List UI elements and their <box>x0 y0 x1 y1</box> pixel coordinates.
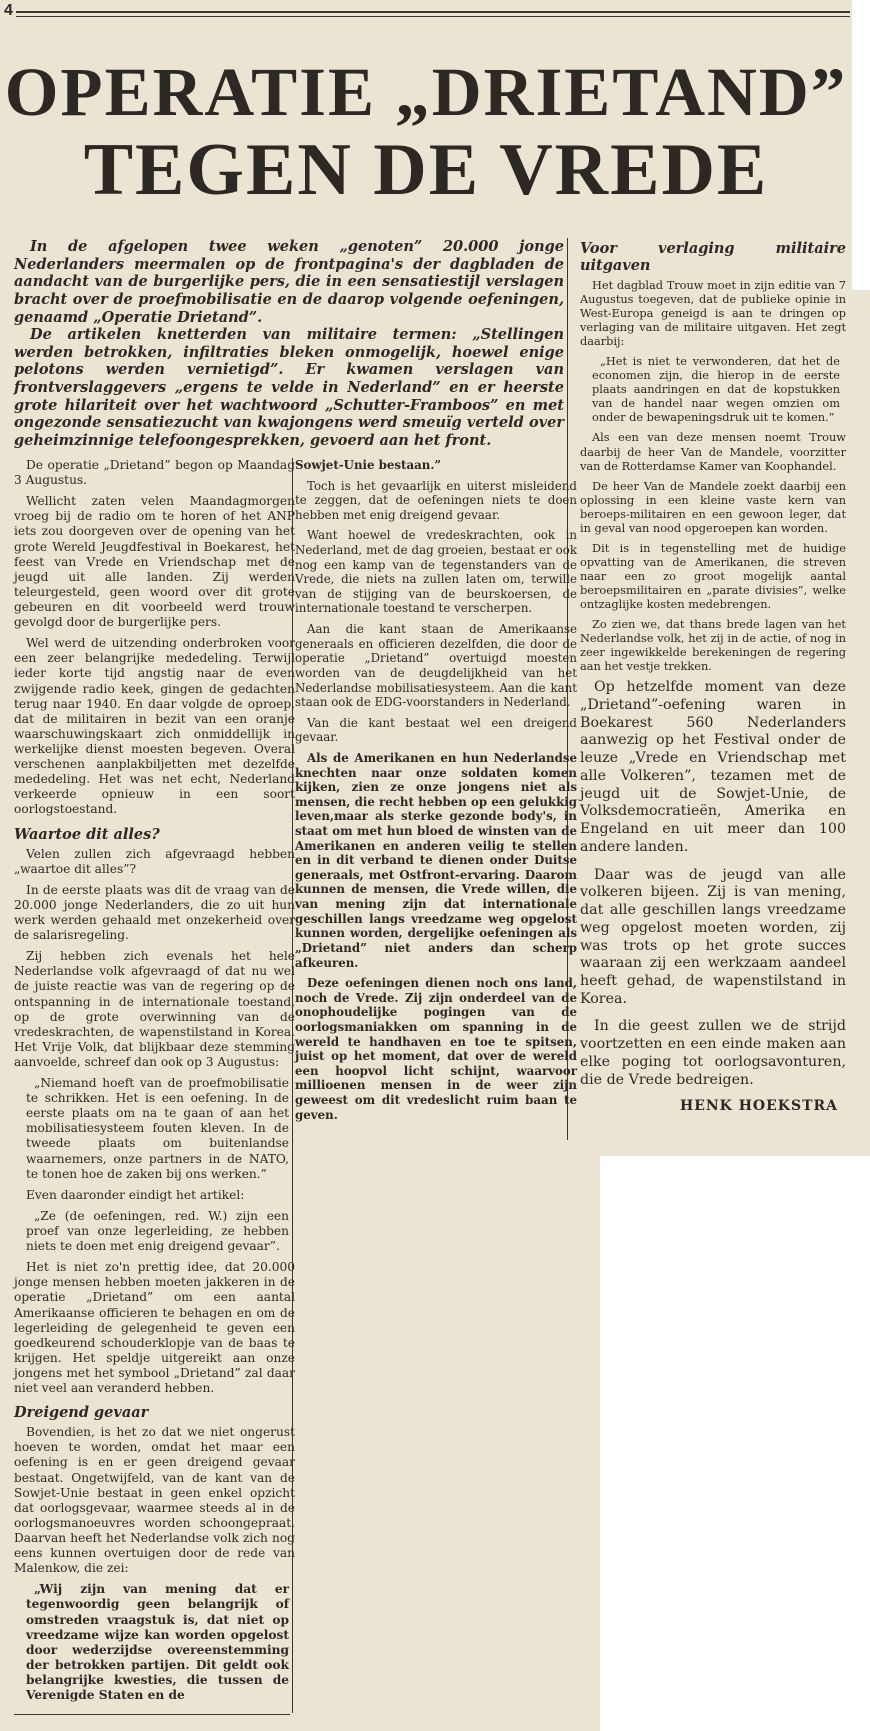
quote-continuation: Sowjet-Unie bestaan.” <box>295 458 442 472</box>
subheading-waartoe: Waartoe dit alles? <box>14 825 160 843</box>
subheading-verlaging: Voor verlaging militaire uitgaven <box>580 240 846 274</box>
article-column-3 <box>580 240 846 1113</box>
paragraph: Dit is in tegenstelling met de huidige opvatting van de Amerikanen, die streven naar een zo groot mogelijk aantal beroepsmilitairen en „parate divisies”, welke ontzaglijke kosten medebrengen. <box>580 540 846 611</box>
paragraph: In de eerste plaats was dit de vraag van de 20.000 jonge Nederlanders, die zo uit hun werk werden gehaald met onzekerheid over de salarisregeling. <box>14 882 295 943</box>
quote: „Ze (de oefeningen, red. W.) zijn een proef van onze legerleiding, ze hebben niets te doen met enig dreigend gevaar”. <box>26 1208 289 1254</box>
paragraph: De operatie „Drietand” begon op Maandag 3 Augustus. <box>14 458 295 488</box>
intro-paragraph: In de afgelopen twee weken „genoten” 20.000 jonge Nederlanders meermalen op de frontpagina's der dagbladen de aandacht van de burgerlijke pers, die in een sensatiestijl verslagen bracht over de proefmobilisatie en de daarop volgende oefeningen, genaamd „Operatie Drietand”. <box>14 238 564 326</box>
paragraph: Want hoewel de vredeskrachten, ook in Nederland, met de dag groeien, bestaat er ook nog een kamp van de tegenstanders van de Vrede, die niets na zullen laten om, terwille van de stijging van de beurskoersen, de internationale toestand te verscherpen. <box>295 528 577 616</box>
subheading-dreigend-gevaar: Dreigend gevaar <box>14 1404 149 1422</box>
quote-het-vrije-volk: „Niemand hoeft van de proefmobilisatie te schrikken. Het is een oefening. In de eerste plaats om na te gaan of aan het mobilisatiesysteem fouten kleven. In de tweede plaats om buitenlandse waarnemers, onze partners in de NATO, te tonen hoe de zaken bij ons werken.” <box>26 1076 289 1181</box>
paragraph: De heer Van de Mandele zoekt daarbij een oplossing in een kleine vaste kern van beroeps-militairen en een gewoon leger, dat in geval van nood opgeroepen kan worden. <box>580 478 846 535</box>
headline-line-2: TEGEN DE VREDE <box>83 129 769 211</box>
paragraph: Even daaronder eindigt het artikel: <box>26 1187 245 1202</box>
paragraph: In die geest zullen we de strijd voortzetten en een einde maken aan elke poging tot oorlogsavonturen, die de Vrede bedreigen. <box>580 1018 846 1088</box>
paragraph: Het is niet zo'n prettig idee, dat 20.000 jonge mensen hebben moeten jakkeren in de operatie „Drietand” om een aantal Amerikaanse officieren te behagen en om de legerleiding de gelegenheid te geven een goedkeurend schouderklopje van de baas te krijgen. Het speldje uitgereikt aan onze jongens met het symbool „Drietand” zal daar niet veel aan veranderd hebben. <box>14 1260 295 1396</box>
closing-section <box>580 679 846 1089</box>
page-number: 4 <box>4 2 13 19</box>
paragraph: Het dagblad Trouw moet in zijn editie van 7 Augustus toegeven, dat de publieke opinie in West-Europa geneigd is aan te dringen op verlaging van de militaire uitgaven. Het zegt daarbij: <box>580 278 846 349</box>
paragraph: Aan die kant staan de Amerikaanse generaals en officieren dezelfden, die door de operatie „Drietand” overtuigd moesten worden van de deugdelijkheid van het Nederlandse mobilisatiesysteem. Aan die kant staan ook de EDG-voorstanders in Nederland. <box>295 622 577 710</box>
paragraph: Zo zien we, dat thans brede lagen van het Nederlandse volk, het zij in de actie, of nog in zeer ingewikkelde berekeningen de regering aan het vestje trekken. <box>580 617 846 674</box>
quote-malenkow: „Wij zijn van mening dat er tegenwoordig geen belangrijk of omstreden vraagstuk is, dat niet op vreedzame wijze kan worden opgelost door wederzijdse overeenstemming der betrokken partijen. Dit geldt ook belangrijke kwesties, die tussen de Verenigde Staten en de <box>26 1582 289 1703</box>
paragraph: Van die kant bestaat wel een dreigend gevaar. <box>295 715 577 745</box>
paragraph: Als een van deze mensen noemt Trouw daarbij de heer Van de Mandele, voorzitter van de Rotterdamse Kamer van Koophandel. <box>580 430 846 473</box>
article-intro <box>14 238 564 450</box>
paragraph: Daar was de jeugd van alle volkeren bijeen. Zij is van mening, dat alle geschillen langs vreedzame weg opgelost moeten worden, zij was trots op het grote succes waaraan zij een werkzaam aandeel heeft gehad, de wapenstilstand in Korea. <box>580 866 846 1007</box>
newspaper-clipping-edge <box>852 290 870 1156</box>
paragraph: Op hetzelfde moment van deze „Drietand”-oefening waren in Boekarest 560 Nederlanders aanwezig op het Festival onder de leuze „Vrede en Vriendschap met alle Volkeren”, tezamen met de jeugd uit de Sowjet-Unie, de Volksdemocratieën, Amerika en Engeland en uit meer dan 100 andere landen. <box>580 679 846 855</box>
top-rule <box>16 11 850 13</box>
headline-line-1: OPERATIE „DRIETAND” <box>4 54 848 130</box>
bottom-rule <box>14 1714 290 1715</box>
top-rule-thin <box>16 16 850 17</box>
bold-paragraph: Als de Amerikanen en hun Nederlandse knechten naar onze soldaten komen kijken, zien ze onze jongens niet als mensen, die recht hebben op een gelukkig leven,maar als sterke gezonde body's, in staat om met hun bloed de winsten van de Amerikanen en anderen veilig te stellen en in dit verband te dienen onder Duitse generaals, met Ostfront-ervaring. Daarom kunnen de mensen, die Vrede willen, die van mening zijn dat internationale geschillen langs vreedzame weg opgelost kunnen worden, dergelijke oefeningen als „Drietand” niet anders dan scherp afkeuren. <box>295 750 577 970</box>
paragraph: Bovendien, is het zo dat we niet ongerust hoeven te worden, omdat het maar een oefening is en er geen dreigend gevaar bestaat. Ongetwijfeld, van de kant van de Sowjet-Unie bestaat in geen enkel opzicht dat oorlogsgevaar, waarmee steeds al in de oorlogsmanoeuvres worden schoongepraat. Daarvan heeft het Nederlandse volk zich nog eens kunnen overtuigen door de rede van Malenkow, die zei: <box>14 1425 295 1576</box>
paragraph: Zij hebben zich evenals het hele Nederlandse volk afgevraagd of dat nu wel de juiste reactie was van de regering op de ontspanning in de internationale toestand, op de grote overwinning van de vredeskrachten, de wapenstilstand in Korea. Het Vrije Volk, dat blijkbaar deze stemming aanvoelde, schreef dan ook op 3 Augustus: <box>14 949 295 1069</box>
bold-paragraph: Deze oefeningen dienen noch ons land, noch de Vrede. Zij zijn onderdeel van de onophoudelijke pogingen van de oorlogsmaniakken om spanning in de wereld te handhaven en toe te spitsen, juist op het moment, dat over de wereld een hoopvol licht schijnt, waarvoor millioenen mensen in de weer zijn geweest om dit vredeslicht ruim baan te geven. <box>295 976 577 1122</box>
paragraph: Toch is het gevaarlijk en uiterst misleidend te zeggen, dat de oefeningen niets te doen hebben met enig dreigend gevaar. <box>295 478 577 522</box>
author-signature: HENK HOEKSTRA <box>679 1098 838 1115</box>
article-column-2 <box>295 458 577 1128</box>
paragraph: Velen zullen zich afgevraagd hebben „waartoe dit alles”? <box>14 846 295 876</box>
article-column-1 <box>14 458 295 1709</box>
intro-paragraph: De artikelen knetterden van militaire termen: „Stellingen werden betrokken, infiltraties bleken onmogelijk, hoewel enige pelotons werden vernietigd”. Er kwamen verslagen van frontverslaggevers „ergens te velde in Nederland” en er heerste grote hilariteit over het wachtwoord „Schutter-Framboos” en met ongezonde sensatiezucht van kwajongens werd smeuïg verteld over geheimzinnige telefoongesprekken, gevoerd aan het front. <box>14 326 564 449</box>
paragraph: Wellicht zaten velen Maandagmorgen vroeg bij de radio om te horen of het ANP iets zou doorgeven over de opening van het grote Wereld Jeugdfestival in Boekarest, het feest van Vrede en Vriendschap met de jeugd uit alle landen. Zij werden teleurgesteld, geen woord over dit grote gebeuren en dit voorbeeld werd trouw gevolgd door de burgerlijke pers. <box>14 494 295 630</box>
paragraph: Wel werd de uitzending onderbroken voor een zeer belangrijke mededeling. Terwijl ieder korte tijd angstig naar de even zwijgende radio keek, gingen de gedachten terug naar 1940. En daar volgde de oproep, dat de militairen in bezit van een oranje waarschuwingskaart zich onmiddellijk in werkelijke dienst moesten begeven. Overal verschenen aanplakbiljetten met dezelfde mededeling. Het was net echt, Nederland verkeerde opnieuw in een soort oorlogstoestand. <box>14 636 295 817</box>
quote-trouw: „Het is niet te verwonderen, dat het de economen zijn, die hierop in de eerste plaats aandringen en dat de kopstukken van de handel naar wegen omzien om onder de bewapeningsdruk uit te komen.” <box>592 354 840 425</box>
